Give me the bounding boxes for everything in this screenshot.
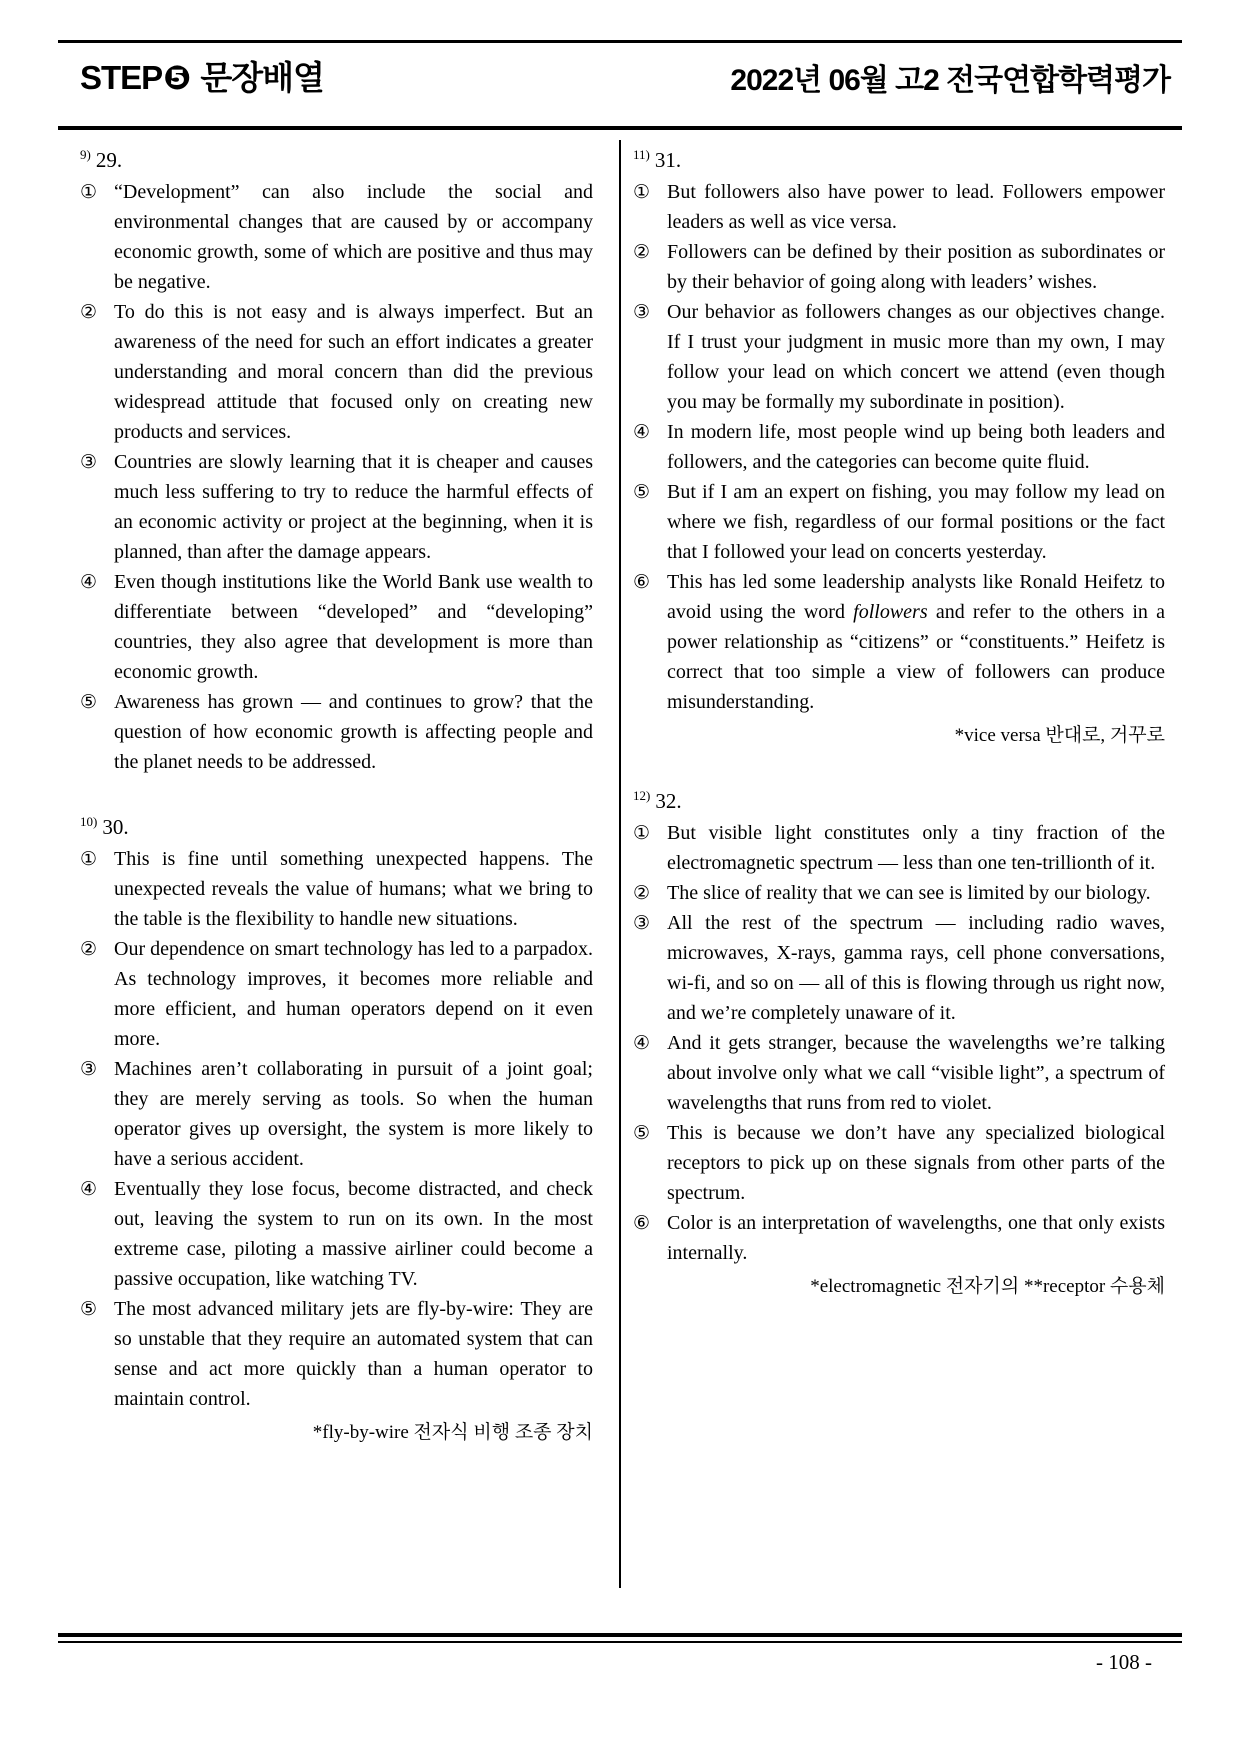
sentence-item [80,567,593,687]
sentence-number-icon: ⑥ [633,571,651,593]
sentence-text: This is fine until something unexpected happens. The unexpected reveals the value of humans; what we bring to the table is the flexibility to handle new situations. [114,848,593,930]
sentence-item [80,1054,593,1174]
sentence-number-icon: ② [80,938,98,960]
sentence-number-icon: ③ [633,301,651,323]
page-number: - 108 - [1096,1650,1152,1674]
sentence-text: But visible light constitutes only a tiny fraction of the electromagnetic spectrum ― less than one ten-trillionth of it. [667,822,1165,874]
sentence-text: All the rest of the spectrum ― including radio waves, microwaves, X-rays, gamma rays, cell phone conversations, wi-fi, and so on ― all of this is flowing through us right now, and we’re completely unaware of it. [667,912,1165,1024]
sentence-item [80,297,593,447]
exam-title: 2022년 06월 고2 전국연합학력평가 [730,64,1170,97]
sentence-item [633,1118,1165,1208]
sentence-item [80,844,593,934]
sentence-number-icon: ⑤ [80,1298,98,1320]
sentence-item [633,177,1165,237]
sentence-text: Eventually they lose focus, become distracted, and check out, leaving the system to run on its own. In the most extreme case, piloting a massive airliner could become a passive occupation, like watching TV. [114,1178,593,1290]
sentence-text: Followers can be defined by their position as subordinates or by their behavior of going along with leaders’ wishes. [667,241,1165,293]
question-heading [80,140,593,175]
sentence-text: Even though institutions like the World Bank use wealth to differentiate between “developed” and “developing” countries, they also agree that development is more than economic growth. [114,571,593,683]
sentence-item [633,297,1165,417]
sentence-item [80,687,593,777]
question-block [633,781,1165,1302]
two-column-body [80,140,1165,1588]
sentence-number-icon: ⑥ [633,1212,651,1234]
sentence-item [80,177,593,297]
top-rule [58,40,1182,43]
question-heading [633,781,1165,816]
vocab-footnote: *vice versa 반대로, 거꾸로 [954,725,1165,746]
right-column [633,140,1165,1302]
sentence-item [80,1294,593,1414]
question-ref: 10) [80,814,98,829]
sentence-item [633,818,1165,878]
question-block [80,807,593,1448]
question-ref: 11) [633,147,650,162]
sentence-number-icon: ④ [80,571,98,593]
sentence-item [633,477,1165,567]
sentence-item [633,1028,1165,1118]
sentence-item [633,237,1165,297]
sentence-text: Our behavior as followers changes as our objectives change. If I trust your judgment in music more than my own, I may follow your lead on which concert we attend (even though you may be formally my subordinate in position). [667,301,1165,413]
sentence-text: But if I am an expert on fishing, you may follow my lead on where we fish, regardless of our formal positions or the fact that I followed your lead on concerts yesterday. [667,481,1165,563]
question-block [80,140,593,777]
sentence-text: This is because we don’t have any specialized biological receptors to pick up on these signals from other parts of the spectrum. [667,1122,1165,1204]
sentence-number-icon: ④ [633,1032,651,1054]
question-heading [80,807,593,842]
sentence-text: Countries are slowly learning that it is cheaper and causes much less suffering to try to reduce the harmful effects of an economic activity or project at the beginning, when it is planned, than after the damage appears. [114,451,593,563]
sentence-number-icon: ④ [633,421,651,443]
sentence-text: This has led some leadership analysts like Ronald Heifetz to avoid using the word followers and refer to the others in a power relationship as “citizens” or “constituents.” Heifetz is correct that too simple a view of followers can produce misunderstanding. [667,571,1165,713]
vocab-footnote: *electromagnetic 전자기의 **receptor 수용체 [810,1276,1165,1297]
sentence-item [633,908,1165,1028]
sentence-number-icon: ⑤ [80,691,98,713]
sentence-item [633,417,1165,477]
sentence-text: Machines aren’t collaborating in pursuit of a joint goal; they are merely serving as tools. So when the human operator gives up oversight, the system is more likely to have a serious accident. [114,1058,593,1170]
footer-rule [58,1633,1182,1643]
sentence-number-icon: ① [80,848,98,870]
sentence-text: Awareness has grown ― and continues to grow? that the question of how economic growth is affecting people and the planet needs to be addressed. [114,691,593,773]
sentence-number-icon: ② [633,241,651,263]
question-block [633,140,1165,751]
sentence-number-icon: ② [80,301,98,323]
section-title: 문장배열 [200,59,324,96]
sentence-text: The most advanced military jets are fly-by-wire: They are so unstable that they require an automated system that can sense and act more quickly than a human operator to maintain control. [114,1298,593,1410]
question-number: 30. [102,815,129,839]
sentence-number-icon: ① [633,181,651,203]
sentence-item [80,447,593,567]
question-ref: 12) [633,788,651,803]
sentence-text: The slice of reality that we can see is limited by our biology. [667,882,1151,904]
sentence-number-icon: ③ [633,912,651,934]
page-header [80,52,1170,99]
header-rule [58,126,1182,130]
question-heading [633,140,1165,175]
sentence-text: In modern life, most people wind up being both leaders and followers, and the categories can become quite fluid. [667,421,1165,473]
sentence-text: And it gets stranger, because the wavelengths we’re talking about involve only what we call “visible light”, a spectrum of wavelengths that runs from red to violet. [667,1032,1165,1114]
sentence-item [633,567,1165,717]
sentence-number-icon: ③ [80,451,98,473]
sentence-text: Our dependence on smart technology has led to a parpadox. As technology improves, it becomes more reliable and more efficient, and human operators depend on it even more. [114,938,593,1050]
sentence-number-icon: ② [633,882,651,904]
sentence-text: Color is an interpretation of wavelengths, one that only exists internally. [667,1212,1165,1264]
sentence-item [80,934,593,1054]
sentence-text: To do this is not easy and is always imperfect. But an awareness of the need for such an effort indicates a greater understanding and moral concern than did the previous widespread attitude that focused only on creating new products and services. [114,301,593,443]
sentence-item [633,1208,1165,1268]
question-number: 29. [95,148,123,172]
vocab-footnote: *fly-by-wire 전자식 비행 조종 장치 [312,1422,593,1443]
sentence-number-icon: ① [633,822,651,844]
sentence-item [633,878,1165,908]
left-column [80,140,593,1448]
question-number: 31. [654,148,682,172]
step-label: STEP [80,59,163,96]
sentence-number-icon: ③ [80,1058,98,1080]
question-ref: 9) [80,147,91,162]
column-divider [619,140,621,1588]
sentence-number-icon: ⑤ [633,481,651,503]
header-step-title [80,52,324,99]
question-number: 32. [655,789,682,813]
sentence-text: But followers also have power to lead. Followers empower leaders as well as vice versa. [667,181,1165,233]
sentence-item [80,1174,593,1294]
sentence-number-icon: ⑤ [633,1122,651,1144]
italic-term: followers [853,601,928,623]
sentence-number-icon: ① [80,181,98,203]
step-number-badge: ❺ [163,59,191,96]
sentence-text: “Development” can also include the social and environmental changes that are caused by or accompany economic growth, some of which are positive and thus may be negative. [114,181,593,293]
sentence-number-icon: ④ [80,1178,98,1200]
